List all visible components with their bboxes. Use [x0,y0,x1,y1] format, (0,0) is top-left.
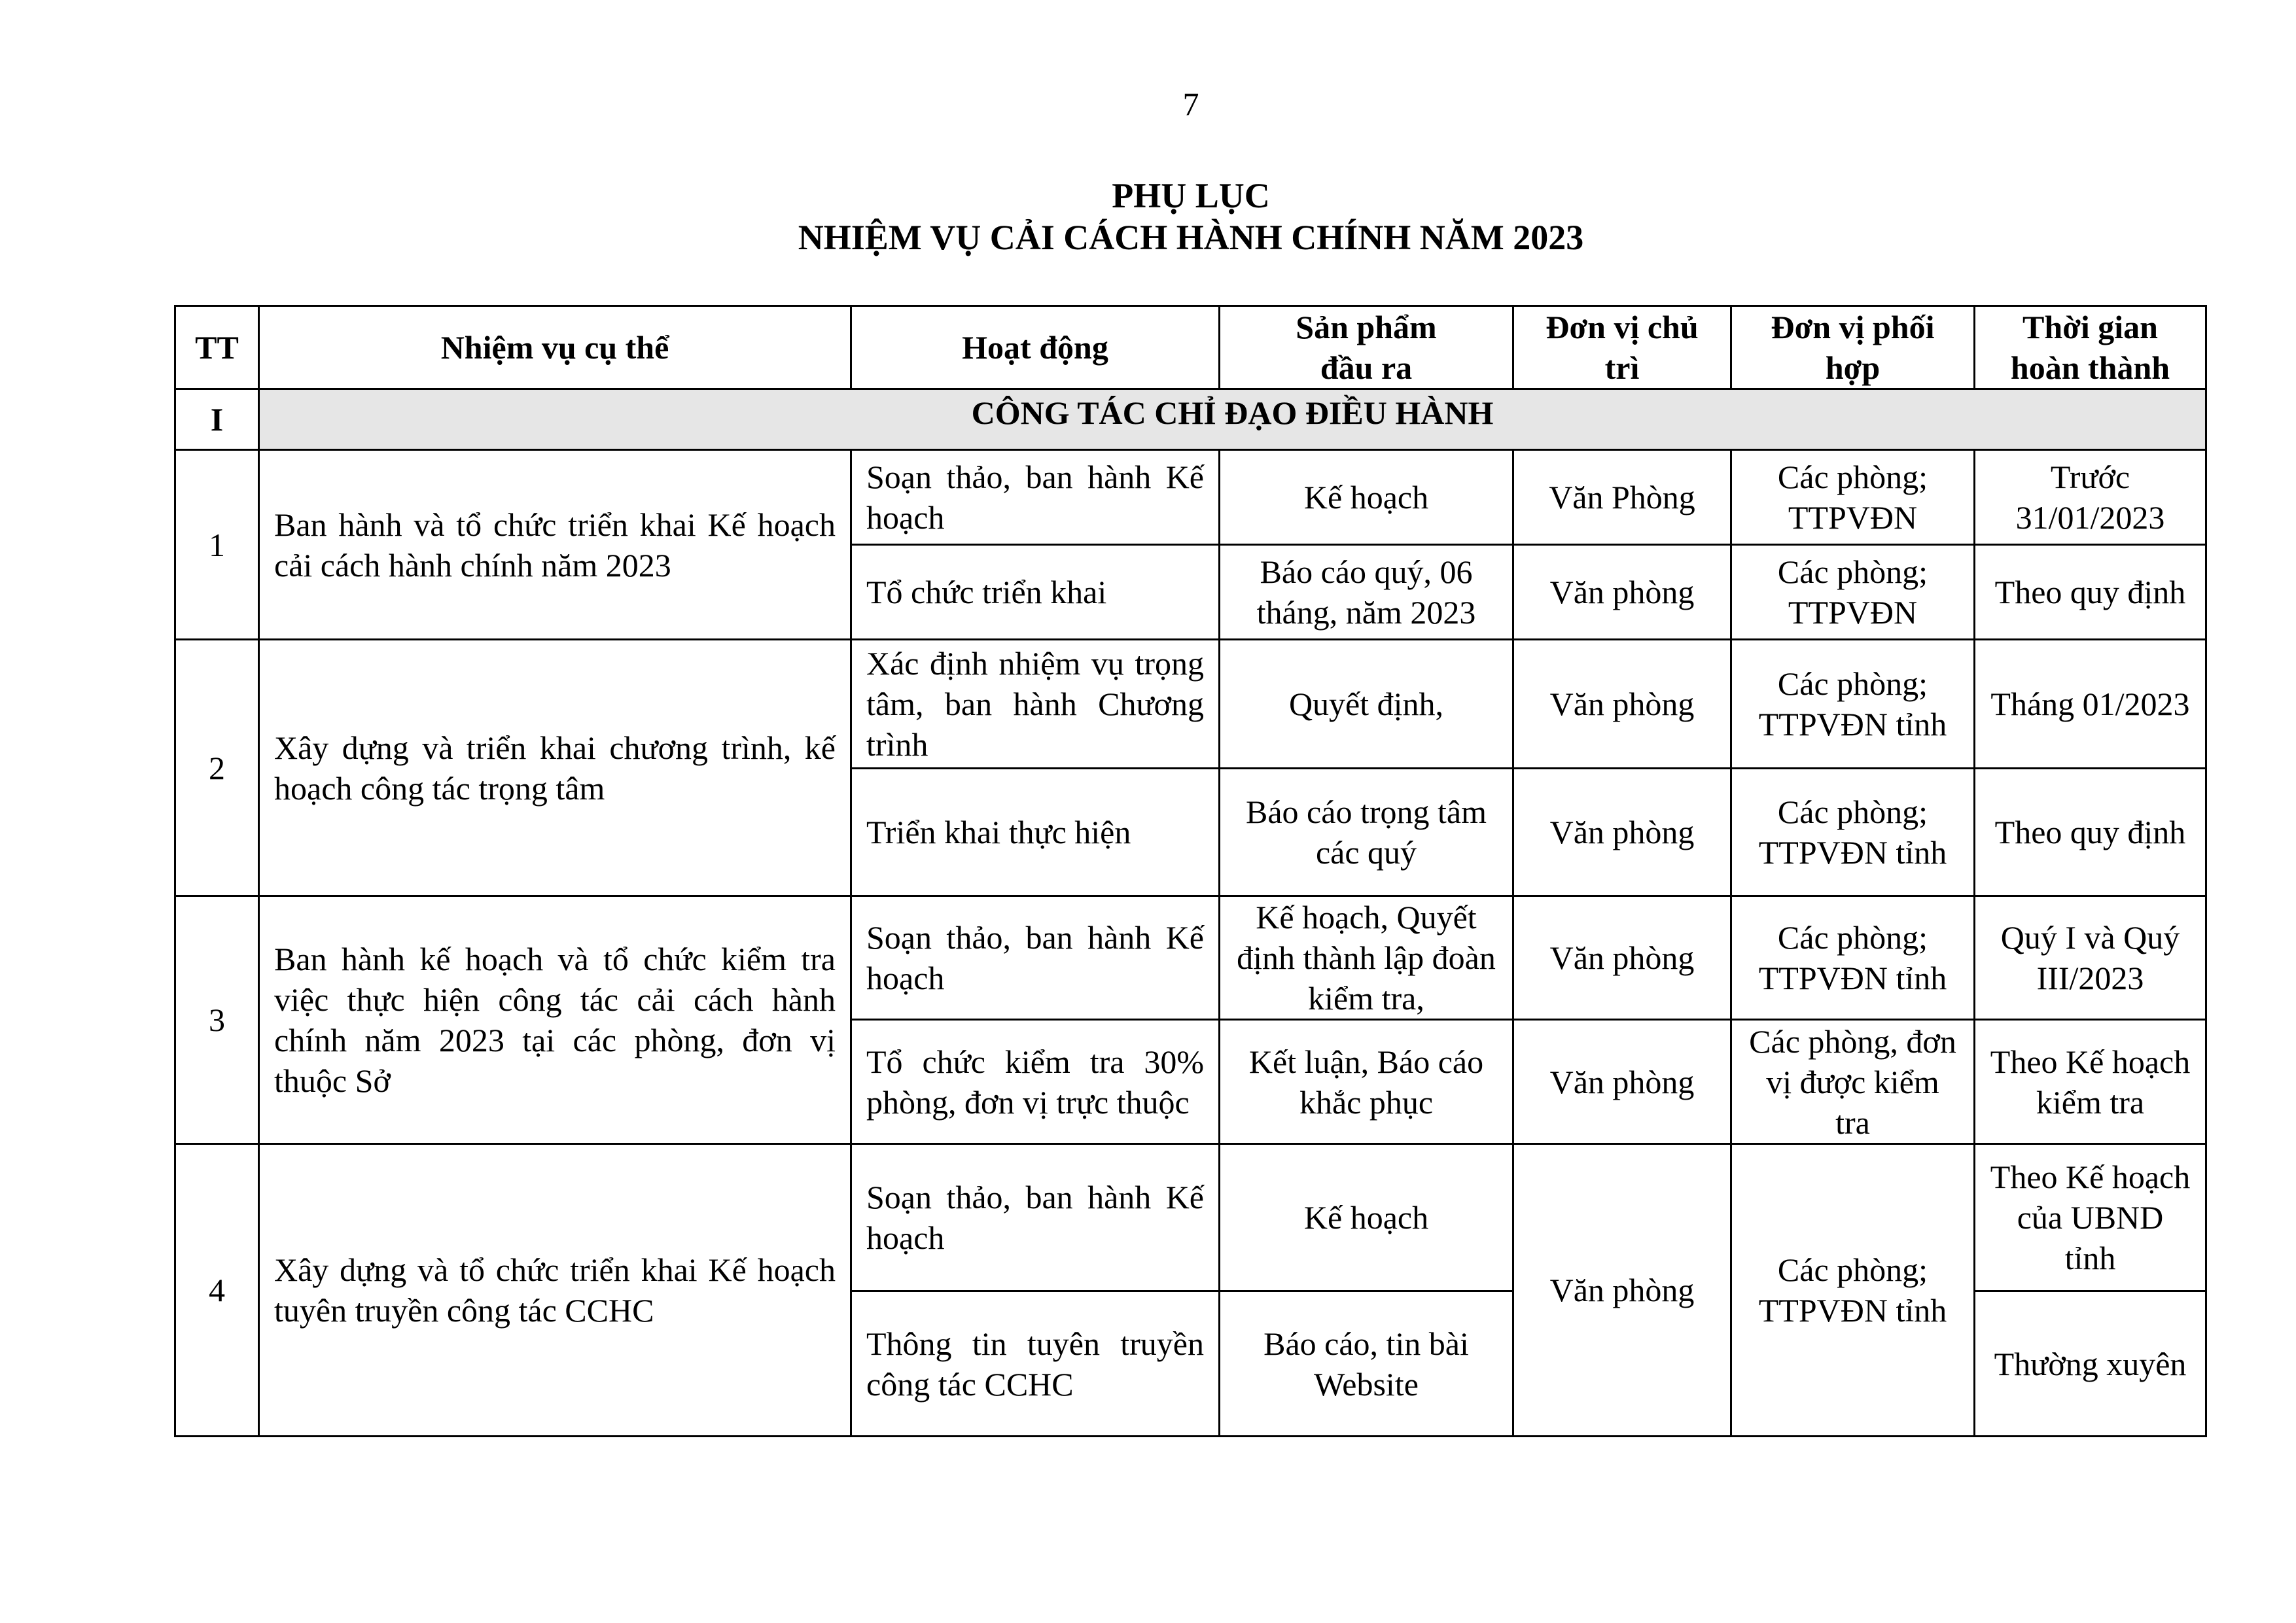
header-product [1220,306,1513,389]
appendix-subtitle: NHIỆM VỤ CẢI CÁCH HÀNH CHÍNH NĂM 2023 [798,218,1584,257]
lead-unit-cell: Văn phòng [1513,769,1731,896]
task-description: Xây dựng và triển khai chương trình, kế hoạch công tác trọng tâm [259,640,851,896]
header-lead-line1: Đơn vị chủ [1545,309,1699,345]
activity-cell: Triển khai thực hiện [851,769,1220,896]
coord-unit-cell: Các phòng; TTPVĐN [1731,450,1975,545]
page-number: 7 [1182,86,1199,122]
header-product-line1: Sản phẩm [1296,309,1437,345]
table-row [175,1144,2206,1291]
header-deadline-line2: hoàn thành [2010,349,2170,386]
header-coord-line2: hợp [1825,349,1881,386]
activity-cell: Soạn thảo, ban hành Kế hoạch [851,1144,1220,1291]
product-cell: Kế hoạch [1220,1144,1513,1291]
header-coord-line1: Đơn vị phối [1771,309,1935,345]
header-tt: TT [175,306,259,389]
activity-cell: Tổ chức triển khai [851,545,1220,640]
task-number: 4 [175,1144,259,1437]
product-cell: Quyết định, [1220,640,1513,769]
deadline-cell: Trước 31/01/2023 [1975,450,2206,545]
activity-cell: Xác định nhiệm vụ trọng tâm, ban hành Chương trình [851,640,1220,769]
table-row [175,450,2206,545]
task-table [174,305,2207,1437]
task-description: Ban hành kế hoạch và tổ chức kiểm tra việc thực hiện công tác cải cách hành chính năm 2023 tại các phòng, đơn vị thuộc Sở [259,896,851,1144]
appendix-title: PHỤ LỤC [1112,176,1270,215]
header-deadline [1975,306,2206,389]
coord-unit-cell: Các phòng; TTPVĐN [1731,545,1975,640]
activity-cell: Tổ chức kiểm tra 30% phòng, đơn vị trực thuộc [851,1020,1220,1144]
coord-unit-cell: Các phòng; TTPVĐN tỉnh [1731,640,1975,769]
deadline-cell: Tháng 01/2023 [1975,640,2206,769]
coord-unit-cell: Các phòng; TTPVĐN tỉnh [1731,1144,1975,1437]
header-lead-line2: trì [1604,349,1640,386]
header-deadline-line1: Thời gian [2022,309,2158,345]
header-row [175,306,2206,389]
task-description: Xây dựng và tổ chức triển khai Kế hoạch tuyên truyền công tác CCHC [259,1144,851,1437]
task-number: 1 [175,450,259,640]
header-product-line2: đầu ra [1320,349,1413,386]
product-cell: Kế hoạch [1220,450,1513,545]
coord-unit-cell: Các phòng; TTPVĐN tỉnh [1731,769,1975,896]
deadline-cell: Theo quy định [1975,769,2206,896]
header-lead-unit [1513,306,1731,389]
lead-unit-cell: Văn Phòng [1513,450,1731,545]
product-cell: Kế hoạch, Quyết định thành lập đoàn kiểm tra, [1220,896,1513,1020]
section-name: CÔNG TÁC CHỈ ĐẠO ĐIỀU HÀNH [259,389,2206,450]
task-number: 2 [175,640,259,896]
table-row [175,640,2206,769]
product-cell: Kết luận, Báo cáo khắc phục [1220,1020,1513,1144]
header-activity: Hoạt động [851,306,1220,389]
deadline-cell: Thường xuyên [1975,1291,2206,1437]
deadline-cell: Theo Kế hoạch của UBND tỉnh [1975,1144,2206,1291]
coord-unit-cell: Các phòng, đơn vị được kiểm tra [1731,1020,1975,1144]
section-row [175,389,2206,450]
product-cell: Báo cáo quý, 06 tháng, năm 2023 [1220,545,1513,640]
activity-cell: Soạn thảo, ban hành Kế hoạch [851,896,1220,1020]
lead-unit-cell: Văn phòng [1513,1144,1731,1437]
lead-unit-cell: Văn phòng [1513,896,1731,1020]
deadline-cell: Quý I và Quý III/2023 [1975,896,2206,1020]
deadline-cell: Theo Kế hoạch kiểm tra [1975,1020,2206,1144]
product-cell: Báo cáo, tin bài Website [1220,1291,1513,1437]
coord-unit-cell: Các phòng; TTPVĐN tỉnh [1731,896,1975,1020]
activity-cell: Thông tin tuyên truyền công tác CCHC [851,1291,1220,1437]
task-description: Ban hành và tổ chức triển khai Kế hoạch cải cách hành chính năm 2023 [259,450,851,640]
section-number: I [175,389,259,450]
lead-unit-cell: Văn phòng [1513,545,1731,640]
header-task: Nhiệm vụ cụ thể [259,306,851,389]
table-row [175,896,2206,1020]
header-coord-unit [1731,306,1975,389]
activity-cell: Soạn thảo, ban hành Kế hoạch [851,450,1220,545]
task-number: 3 [175,896,259,1144]
lead-unit-cell: Văn phòng [1513,640,1731,769]
lead-unit-cell: Văn phòng [1513,1020,1731,1144]
deadline-cell: Theo quy định [1975,545,2206,640]
product-cell: Báo cáo trọng tâm các quý [1220,769,1513,896]
